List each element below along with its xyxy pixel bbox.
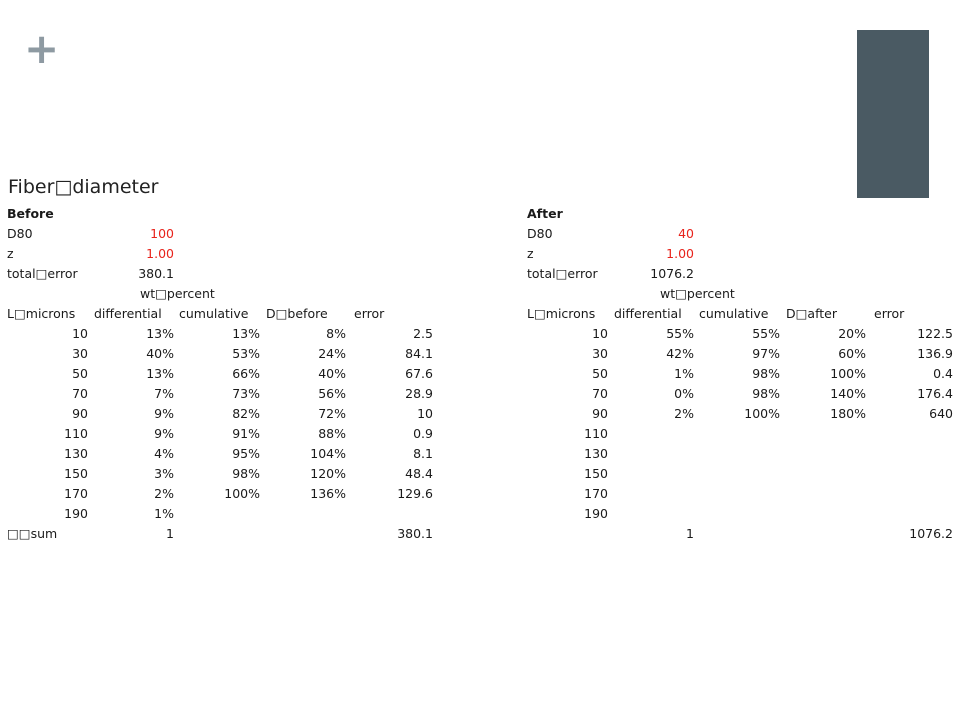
col-header-l-microns: L□microns: [527, 306, 596, 321]
table-row: [527, 384, 957, 404]
cumulative-cell: 98%: [752, 386, 780, 401]
cumulative-cell: 82%: [232, 406, 260, 421]
sum-error: 1076.2: [909, 526, 953, 541]
d-cell: 120%: [310, 466, 346, 481]
z-label: z: [527, 246, 534, 261]
table-row: [7, 464, 437, 484]
d-cell: 60%: [838, 346, 866, 361]
error-cell: 640: [929, 406, 953, 421]
cumulative-cell: 100%: [224, 486, 260, 501]
l-microns-cell: 190: [584, 506, 608, 521]
error-cell: [527, 504, 953, 524]
differential-cell: 7%: [154, 386, 174, 401]
col-header-d-after: D□after: [786, 306, 838, 321]
d80-label: D80: [7, 226, 33, 241]
l-microns-cell: 10: [72, 326, 88, 341]
table-row: [7, 324, 437, 344]
sum-differential: 1: [166, 526, 174, 541]
differential-cell: 1%: [674, 366, 694, 381]
error-cell: 84.1: [405, 346, 433, 361]
error-cell: 48.4: [405, 466, 433, 481]
d-cell: 72%: [318, 406, 346, 421]
d-cell: 104%: [310, 446, 346, 461]
d-cell: 180%: [830, 406, 866, 421]
sum-differential: 1: [686, 526, 694, 541]
total-error-label: total□error: [7, 266, 78, 281]
table-row: [527, 364, 957, 384]
differential-cell: 42%: [666, 346, 694, 361]
l-microns-cell: 130: [64, 446, 88, 461]
table-row: [7, 364, 437, 384]
differential-cell: 55%: [666, 326, 694, 341]
cumulative-cell: 95%: [232, 446, 260, 461]
l-microns-cell: 150: [64, 466, 88, 481]
differential-cell: 13%: [146, 326, 174, 341]
d80-value[interactable]: 100: [150, 226, 174, 241]
col-header-l-microns: L□microns: [7, 306, 76, 321]
l-microns-cell: 130: [584, 446, 608, 461]
differential-cell: 9%: [154, 406, 174, 421]
table-row: [527, 484, 957, 504]
d-cell: 88%: [318, 426, 346, 441]
z-value[interactable]: 1.00: [666, 246, 694, 261]
l-microns-cell: 90: [592, 406, 608, 421]
cumulative-cell: 66%: [232, 366, 260, 381]
d80-value[interactable]: 40: [678, 226, 694, 241]
table-row: [527, 404, 957, 424]
table-row: [7, 424, 437, 444]
error-cell: 0.9: [413, 426, 433, 441]
table-row: [527, 504, 957, 524]
l-microns-cell: 50: [72, 366, 88, 381]
table-row: [7, 384, 437, 404]
col-header-differential: differential: [94, 306, 162, 321]
l-microns-cell: 50: [592, 366, 608, 381]
accent-bar: [857, 30, 929, 198]
error-cell: [527, 444, 953, 464]
cumulative-cell: 55%: [752, 326, 780, 341]
z-label: z: [7, 246, 14, 261]
differential-cell: 40%: [146, 346, 174, 361]
col-header-cumulative: cumulative: [179, 306, 249, 321]
col-header-error: error: [354, 306, 385, 321]
col-header-differential: differential: [614, 306, 682, 321]
d-cell: 136%: [310, 486, 346, 501]
table-row: [527, 324, 957, 344]
l-microns-cell: 30: [72, 346, 88, 361]
d-cell: 140%: [830, 386, 866, 401]
error-cell: 10: [417, 406, 433, 421]
d-cell: 20%: [838, 326, 866, 341]
error-cell: [527, 484, 953, 504]
error-cell: 176.4: [917, 386, 953, 401]
cumulative-cell: 91%: [232, 426, 260, 441]
cumulative-cell: 53%: [232, 346, 260, 361]
cumulative-cell: 13%: [232, 326, 260, 341]
total-error-value: 380.1: [138, 266, 174, 281]
differential-cell: 13%: [146, 366, 174, 381]
error-cell: [7, 504, 433, 524]
l-microns-cell: 30: [592, 346, 608, 361]
error-cell: [527, 424, 953, 444]
l-microns-cell: 70: [72, 386, 88, 401]
table-row: [7, 484, 437, 504]
slide-title: Fiber□diameter: [8, 176, 159, 198]
cumulative-cell: 100%: [744, 406, 780, 421]
error-cell: 67.6: [405, 366, 433, 381]
plus-icon: +: [24, 24, 60, 73]
l-microns-cell: 110: [64, 426, 88, 441]
error-cell: 122.5: [917, 326, 953, 341]
table-row: [7, 404, 437, 424]
sum-label: □□sum: [7, 526, 58, 541]
differential-cell: 4%: [154, 446, 174, 461]
error-cell: 2.5: [413, 326, 433, 341]
error-cell: 129.6: [397, 486, 433, 501]
error-cell: [527, 464, 953, 484]
after-heading: After: [527, 206, 563, 221]
error-cell: 8.1: [413, 446, 433, 461]
before-heading: Before: [7, 206, 54, 221]
l-microns-cell: 10: [592, 326, 608, 341]
d-cell: 100%: [830, 366, 866, 381]
wt-percent-label: wt□percent: [140, 286, 215, 301]
l-microns-cell: 170: [64, 486, 88, 501]
l-microns-cell: 190: [64, 506, 88, 521]
cumulative-cell: 98%: [752, 366, 780, 381]
cumulative-cell: 97%: [752, 346, 780, 361]
differential-cell: 9%: [154, 426, 174, 441]
error-cell: 0.4: [933, 366, 953, 381]
l-microns-cell: 150: [584, 466, 608, 481]
sum-error: 380.1: [397, 526, 433, 541]
d-cell: 8%: [326, 326, 346, 341]
l-microns-cell: 110: [584, 426, 608, 441]
wt-percent-label: wt□percent: [660, 286, 735, 301]
table-row: [527, 444, 957, 464]
d-cell: 40%: [318, 366, 346, 381]
col-header-d-before: D□before: [266, 306, 328, 321]
col-header-cumulative: cumulative: [699, 306, 769, 321]
error-cell: 28.9: [405, 386, 433, 401]
table-row: [7, 344, 437, 364]
table-row: [7, 444, 437, 464]
differential-cell: 2%: [154, 486, 174, 501]
d80-label: D80: [527, 226, 553, 241]
differential-cell: 0%: [674, 386, 694, 401]
table-row: [527, 344, 957, 364]
table-row: [7, 504, 437, 524]
d-cell: 24%: [318, 346, 346, 361]
d-cell: 56%: [318, 386, 346, 401]
z-value[interactable]: 1.00: [146, 246, 174, 261]
cumulative-cell: 98%: [232, 466, 260, 481]
l-microns-cell: 170: [584, 486, 608, 501]
cumulative-cell: 73%: [232, 386, 260, 401]
l-microns-cell: 70: [592, 386, 608, 401]
total-error-value: 1076.2: [650, 266, 694, 281]
total-error-label: total□error: [527, 266, 598, 281]
table-row: [527, 464, 957, 484]
differential-cell: 2%: [674, 406, 694, 421]
col-header-error: error: [874, 306, 905, 321]
error-cell: 136.9: [917, 346, 953, 361]
table-row: [527, 424, 957, 444]
l-microns-cell: 90: [72, 406, 88, 421]
differential-cell: 3%: [154, 466, 174, 481]
differential-cell: 1%: [154, 506, 174, 521]
